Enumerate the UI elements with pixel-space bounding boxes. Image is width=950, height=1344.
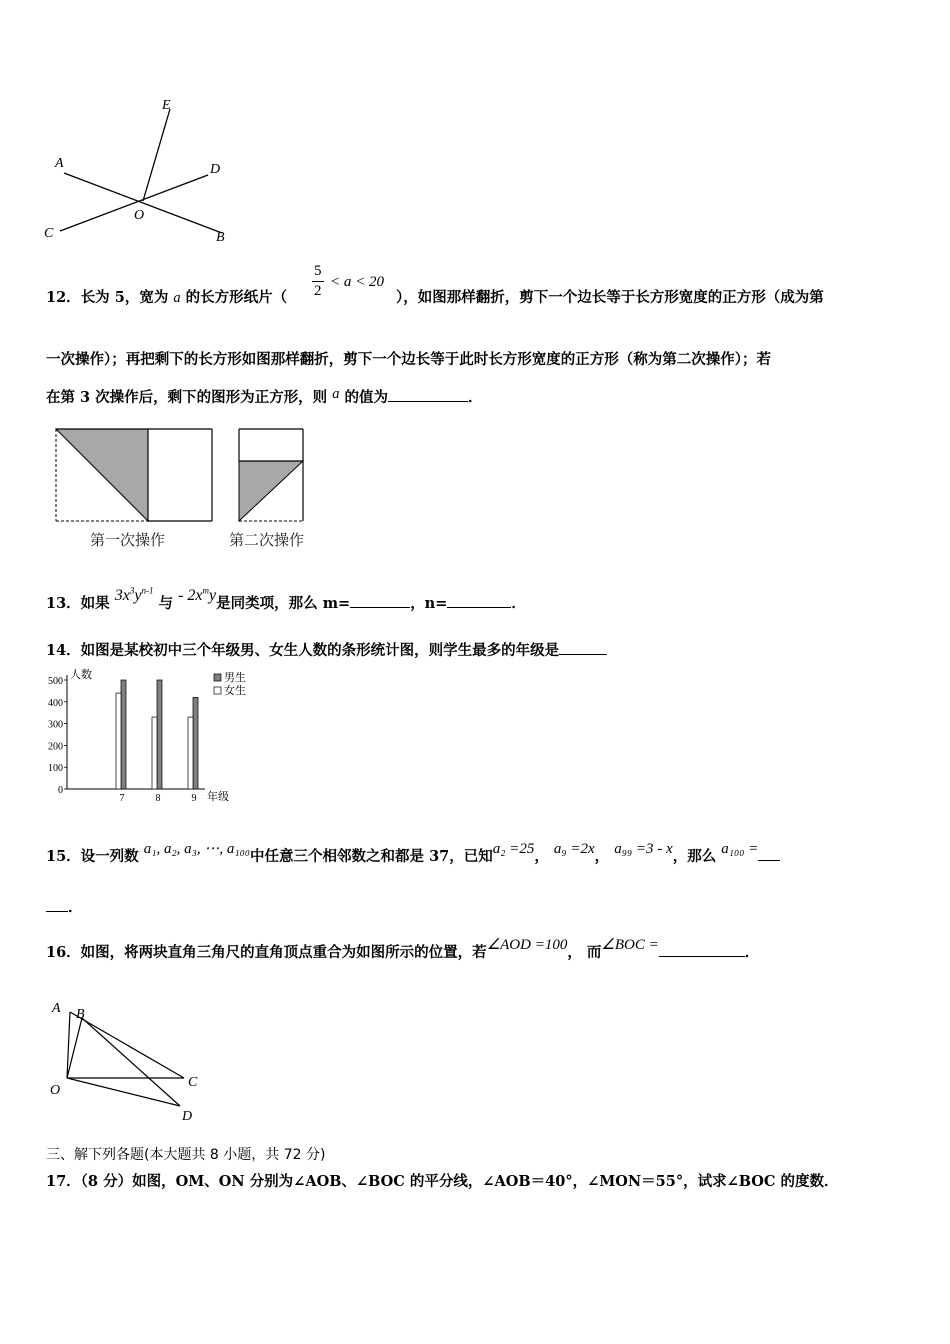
question-17: 17．（8 分）如图，OM、ON 分别为∠AOB、∠BOC 的平分线，∠AOB＝40°，∠MON＝55°，试求∠BOC 的度数．	[46, 1173, 839, 1190]
x-axis-label: 年级	[207, 791, 229, 803]
question-14: 14．如图是某校初中三个年级男、女生人数的条形统计图，则学生最多的年级是	[46, 639, 607, 660]
bar-8-girls	[152, 717, 157, 789]
bar-8-boys	[157, 680, 162, 789]
y-tick-label: 400	[48, 697, 63, 709]
label-O: O	[134, 208, 145, 223]
label-C: C	[44, 226, 54, 241]
label-D: D	[182, 1109, 193, 1124]
folded-triangle-2	[239, 461, 303, 521]
x-tick-label-7: 7	[119, 793, 125, 804]
answer-blank-12[interactable]	[388, 387, 468, 402]
fold-figure-1	[54, 427, 216, 525]
sequence: a₁, a₂, a₃, ⋯, a₁₀₀	[143, 841, 251, 857]
line-AB	[64, 173, 222, 233]
fold-figure-2	[235, 427, 309, 525]
bar-7-boys	[121, 680, 126, 789]
question-15: 15．设一列数 a₁, a₂, a₃, ⋯, a₁₀₀中任意三个相邻数之和都是 37，已知a₂ =25， a₉ =2x， a₉₉ =3 - x，那么 a₁₀₀ =	[46, 845, 780, 866]
legend-swatch-girls	[214, 687, 221, 694]
y-tick-label: 200	[48, 741, 63, 753]
answer-blank-m[interactable]	[350, 593, 410, 608]
y-tick-label: 300	[48, 719, 63, 731]
label-B: B	[76, 1007, 85, 1022]
bar-chart	[40, 665, 260, 805]
legend-girls: 女生	[224, 685, 246, 697]
inequality: < a < 20	[330, 274, 384, 290]
section-3-title: 三、解下列各题(本大题共 8 小题，共 72 分)	[46, 1147, 326, 1163]
answer-blank-15a[interactable]	[758, 846, 780, 861]
ray-OE	[143, 109, 170, 201]
question-16: 16．如图，将两块直角三角尺的直角顶点重合为如图所示的位置，若∠AOD =100， 而∠BOC = ．	[46, 937, 760, 961]
answer-blank-16[interactable]	[659, 942, 745, 957]
label-C: C	[188, 1075, 198, 1090]
caption-second-operation: 第二次操作	[229, 531, 305, 549]
question-12-line-2: 一次操作）；再把剩下的长方形如图那样翻折，剪下一个边长等于此时长方形宽度的正方形（称为第二次操作）；若	[46, 351, 771, 368]
y-tick-label: 0	[58, 785, 63, 796]
y-axis-label: 人数	[70, 669, 92, 681]
x-tick-label-8: 8	[155, 793, 161, 804]
answer-blank-15b[interactable]	[46, 897, 68, 912]
question-12-line-3: 在第 3 次操作后，剩下的图形为正方形，则 a 的值为 ．	[46, 386, 483, 406]
question-12-line-1: 12．长为 5，宽为 a 的长方形纸片（ 5 2 < a < 20 ），如图那样翻折，剪下一个边长等于长方形宽度的正方形（成为第	[46, 263, 824, 306]
x-tick-label-9: 9	[191, 793, 197, 804]
legend-swatch-boys	[214, 674, 221, 681]
fraction: 5 2	[314, 263, 322, 299]
label-E: E	[162, 98, 171, 113]
label-A: A	[52, 1001, 61, 1016]
angle-figure-1	[40, 95, 240, 250]
folded-triangle-1	[56, 429, 148, 521]
caption-first-operation: 第一次操作	[90, 531, 166, 549]
y-tick-label: 500	[48, 676, 63, 687]
legend-boys: 男生	[224, 672, 246, 684]
label-B: B	[216, 230, 225, 245]
answer-blank-14[interactable]	[559, 640, 607, 655]
question-13: 13．如果 $3x^3y^{n-1}$ 与 - $2x^my$是同类项，那么 m= ，n= ．	[46, 585, 526, 612]
y-tick-label: 100	[48, 763, 63, 775]
bar-9-boys	[193, 697, 198, 789]
bar-7-girls	[116, 693, 121, 789]
label-D: D	[210, 162, 221, 177]
triangle-figure	[44, 998, 214, 1126]
label-O: O	[50, 1083, 61, 1098]
question-15-cont: ．	[46, 896, 83, 917]
label-A: A	[55, 156, 64, 171]
bar-9-girls	[188, 717, 193, 789]
answer-blank-n[interactable]	[447, 593, 511, 608]
